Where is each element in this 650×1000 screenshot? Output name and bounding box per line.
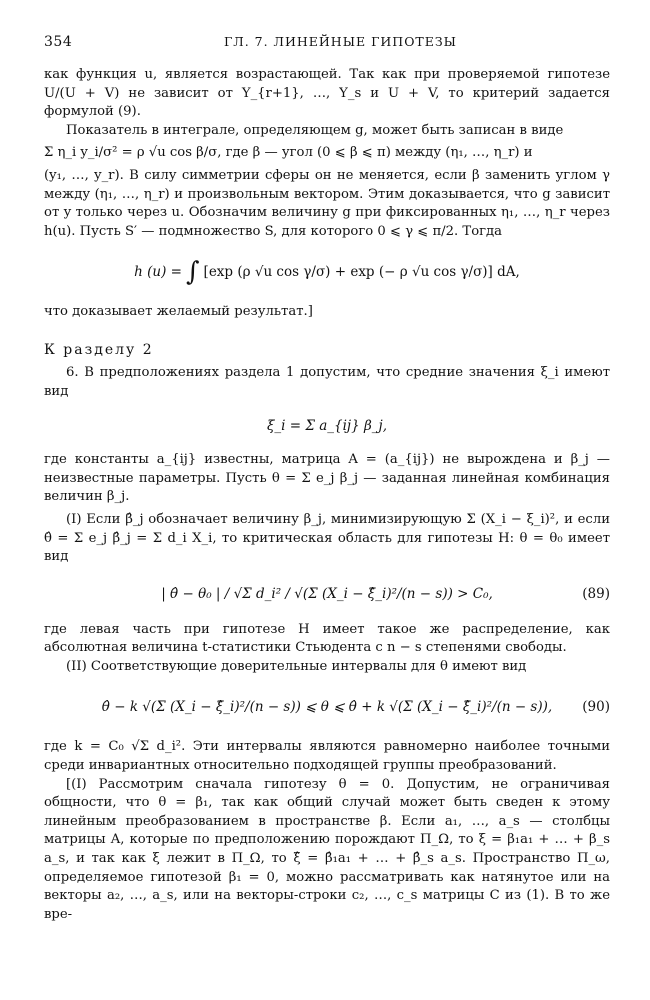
paragraph-6: (I) Если β̂_j обозначает величину β_j, минимизирующую Σ (X_i − ξ_i)², и если θ̂ = Σ e_j β̂_j = Σ d_i X_i, то критическая область для гипотезы H: θ = θ₀ имеет вид [44, 511, 610, 565]
paragraph-2-rest: (y₁, …, y_r). В силу симметрии сферы он не меняется, если β заменить углом γ между (η₁, …, η_r) и произвольным вектором. Этим доказывается, что g зависит от y только через u. Обозначим величину g при фиксированных η₁, …, η_r через h(u). Пусть S′ — подмножество S, для которого 0 ⩽ γ ⩽ π/2. Тогда [44, 167, 610, 239]
eq89-text: | θ̂ − θ₀ | / √Σ d_i² / √(Σ (X_i − ξ̂_i)²/(n − s)) > C₀, [161, 585, 493, 602]
eq-xi-text: ξ_i = Σ a_{ij} β_j, [266, 418, 388, 435]
paragraph-2-formula: Σ η_i y_i/σ² = ρ √u cos β/σ, где β — угол (0 ⩽ β ⩽ π) между (η₁, …, η_r) и [44, 145, 533, 161]
chapter-title: ГЛ. 7. ЛИНЕЙНЫЕ ГИПОТЕЗЫ [224, 34, 457, 49]
equation-integral [44, 245, 610, 299]
paragraph-2-lead: Показатель в интеграле, определяющем g, может быть записан в виде [66, 122, 564, 138]
paragraph-9: где k = C₀ √Σ d_i². Эти интервалы являются равномерно наиболее точными среди инвариантных относительно подходящей группы преобразований. [44, 739, 610, 774]
paragraph-7: где левая часть при гипотезе H имеет такое же распределение, как абсолютная величина t-статистики Стьюдента с n − s степенями свободы. [44, 621, 610, 656]
equation-xi [44, 401, 610, 451]
equation-89 [44, 567, 610, 621]
eq90-text: θ̂ − k √(Σ (X_i − ξ̂_i)²/(n − s)) ⩽ θ ⩽ θ̂ + k √(Σ (X_i − ξ̂_i)²/(n − s)), [101, 699, 553, 716]
paragraph-3: что доказывает желаемый результат.] [44, 304, 313, 320]
paragraph-1: как функция u, является возрастающей. Так как при проверяемой гипотезе U/(U + V) не зависит от Y_{r+1}, …, Y_s и U + V, то критерий задается формулой (9). [44, 67, 610, 120]
equation-90 [44, 676, 610, 738]
eq89-number: (89) [582, 585, 610, 602]
page-number: 354 [44, 34, 73, 50]
page [44, 34, 610, 924]
integral-lhs: h (u) = [134, 264, 182, 281]
integral-body: [exp (ρ √u cos γ/σ) + exp (− ρ √u cos γ/σ)] dA, [203, 264, 520, 281]
integral-sign: ∫ [186, 257, 200, 288]
paragraph-5: где константы a_{ij} известны, матрица A = (a_{ij}) не вырождена и β_j — неизвестные параметры. Пусть θ = Σ e_j β_j — заданная линейная комбинация величин β_j. [44, 452, 610, 505]
eq90-number: (90) [582, 699, 610, 716]
paragraph-8: (II) Соответствующие доверительные интервалы для θ имеют вид [66, 658, 527, 674]
section-heading: К разделу 2 [44, 341, 154, 358]
running-header [44, 34, 610, 50]
paragraph-10: [(I) Рассмотрим сначала гипотезу θ = 0. Допустим, не ограничивая общности, что θ = β₁, так как общий случай может быть сведен к этому линейным преобразованием в пространстве β. Если a₁, …, a_s — столбцы матрицы A, которые по предположению порождают Π_Ω, то ξ = β₁a₁ + … + β_s a_s, и так как ξ лежит в Π_Ω, то ξ̂ = β̂₁a₁ + … + β̂_s a_s. Пространство Π_ω, определяемое гипотезой β₁ = 0, можно рассматривать как натянутое или на векторы a₂, …, a_s, или на векторы-строки c₂, …, c_s матрицы C из (1). В то же вре- [44, 776, 610, 922]
paragraph-4: 6. В предположениях раздела 1 допустим, что средние значения ξ_i имеют вид [44, 364, 610, 399]
